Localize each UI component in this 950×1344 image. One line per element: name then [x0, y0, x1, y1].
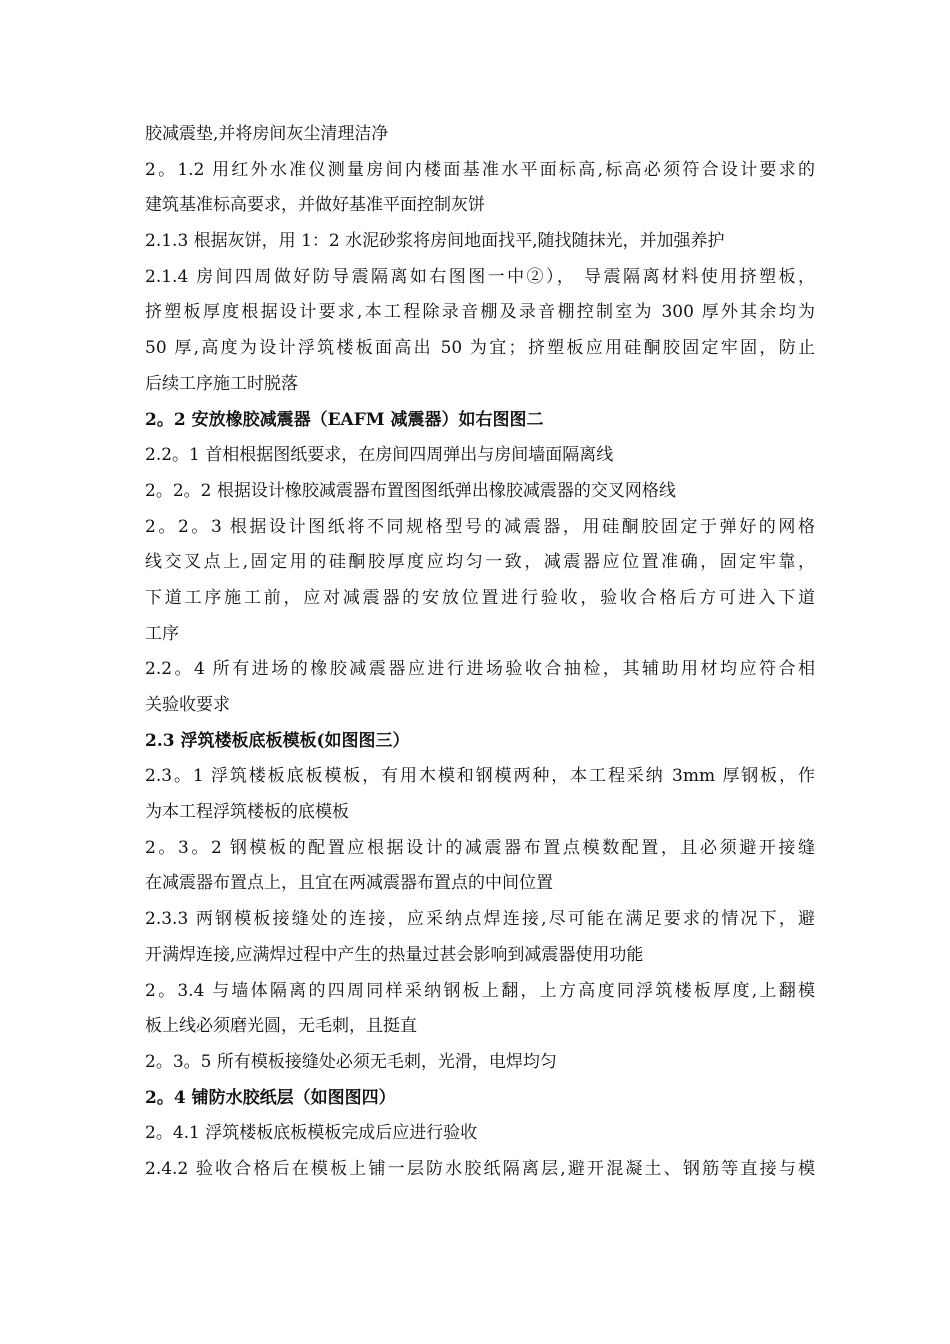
text-line-12: 2。2。3 根据设计图纸将不同规格型号的减震器，用硅酮胶固定于弹好的网格 [145, 516, 815, 537]
text-line-22: 在减震器布置点上，且宜在两减震器布置点的中间位置 [145, 873, 553, 894]
text-line-2: 2。1.2 用红外水准仪测量房间内楼面基准水平面标高,标高必须符合设计要求的 [145, 159, 815, 180]
text-line-17: 关验收要求 [145, 695, 230, 715]
document-body [145, 117, 815, 1188]
text-line-19: 2.3。1 浮筑楼板底板模板，有用木模和钢模两种，本工程采纳 3mm 厚钢板，作 [145, 766, 815, 787]
text-line-24: 开满焊连接,应满焊过程中产生的热量过甚会影响到减震器使用功能 [145, 944, 644, 965]
text-line-1: 胶减震垫,并将房间灰尘清理洁净 [145, 124, 389, 144]
text-line-27: 2。3。5 所有模板接缝处必须无毛刺，光滑，电焊均匀 [145, 1051, 557, 1072]
text-line-7: 50 厚,高度为设计浮筑楼板面高出 50 为宜；挤塑板应用硅酮胶固定牢固，防止 [145, 338, 815, 359]
section-heading-2-2: 2。2 安放橡胶减震器（EAFM 减震器）如右图图二 [145, 409, 544, 430]
text-line-15: 工序 [145, 623, 179, 644]
text-line-5: 2.1.4 房间四周做好防导震隔离如右图图一中②）， 导震隔离材料使用挤塑板， [145, 266, 815, 287]
text-line-16: 2.2。4 所有进场的橡胶减震器应进行进场验收合抽检，其辅助用材均应符合相 [145, 659, 815, 680]
text-line-14: 下道工序施工前，应对减震器的安放位置进行验收，验收合格后方可进入下道 [145, 587, 815, 608]
text-line-25: 2。3.4 与墙体隔离的四周同样采纳钢板上翻，上方高度同浮筑楼板厚度,上翻模 [145, 980, 815, 1001]
section-heading-2-3: 2.3 浮筑楼板底板模板(如图图三） [145, 730, 410, 751]
text-line-11: 2。2。2 根据设计橡胶减震器布置图图纸弹出橡胶减震器的交叉网格线 [145, 480, 676, 501]
text-line-10: 2.2。1 首相根据图纸要求，在房间四周弹出与房间墙面隔离线 [145, 445, 614, 466]
text-line-6: 挤塑板厚度根据设计要求,本工程除录音棚及录音棚控制室为 300 厚外其余均为 [145, 302, 815, 323]
text-line-4: 2.1.3 根据灰饼，用 1：2 水泥砂浆将房间地面找平,随找随抹光，并加强养护 [145, 231, 725, 252]
text-line-20: 为本工程浮筑楼板的底模板 [145, 802, 349, 823]
text-line-30: 2.4.2 验收合格后在模板上铺一层防水胶纸隔离层,避开混凝土、钢筋等直接与模 [145, 1158, 815, 1179]
section-heading-2-4: 2。4 铺防水胶纸层（如图图四） [145, 1087, 396, 1108]
text-line-3: 建筑基准标高要求，并做好基准平面控制灰饼 [145, 195, 485, 216]
text-line-29: 2。4.1 浮筑楼板底板模板完成后应进行验收 [145, 1123, 478, 1144]
text-line-26: 板上线必须磨光圆，无毛刺，且挺直 [145, 1016, 417, 1037]
text-line-23: 2.3.3 两钢模板接缝处的连接，应采纳点焊连接,尽可能在满足要求的情况下，避 [145, 909, 815, 930]
text-line-13: 线交叉点上,固定用的硅酮胶厚度应均匀一致，减震器应位置准确，固定牢靠， [145, 552, 815, 573]
text-line-8: 后续工序施工时脱落 [145, 373, 298, 394]
text-line-21: 2。3。2 钢模板的配置应根据设计的减震器布置点模数配置，且必须避开接缝 [145, 837, 815, 858]
